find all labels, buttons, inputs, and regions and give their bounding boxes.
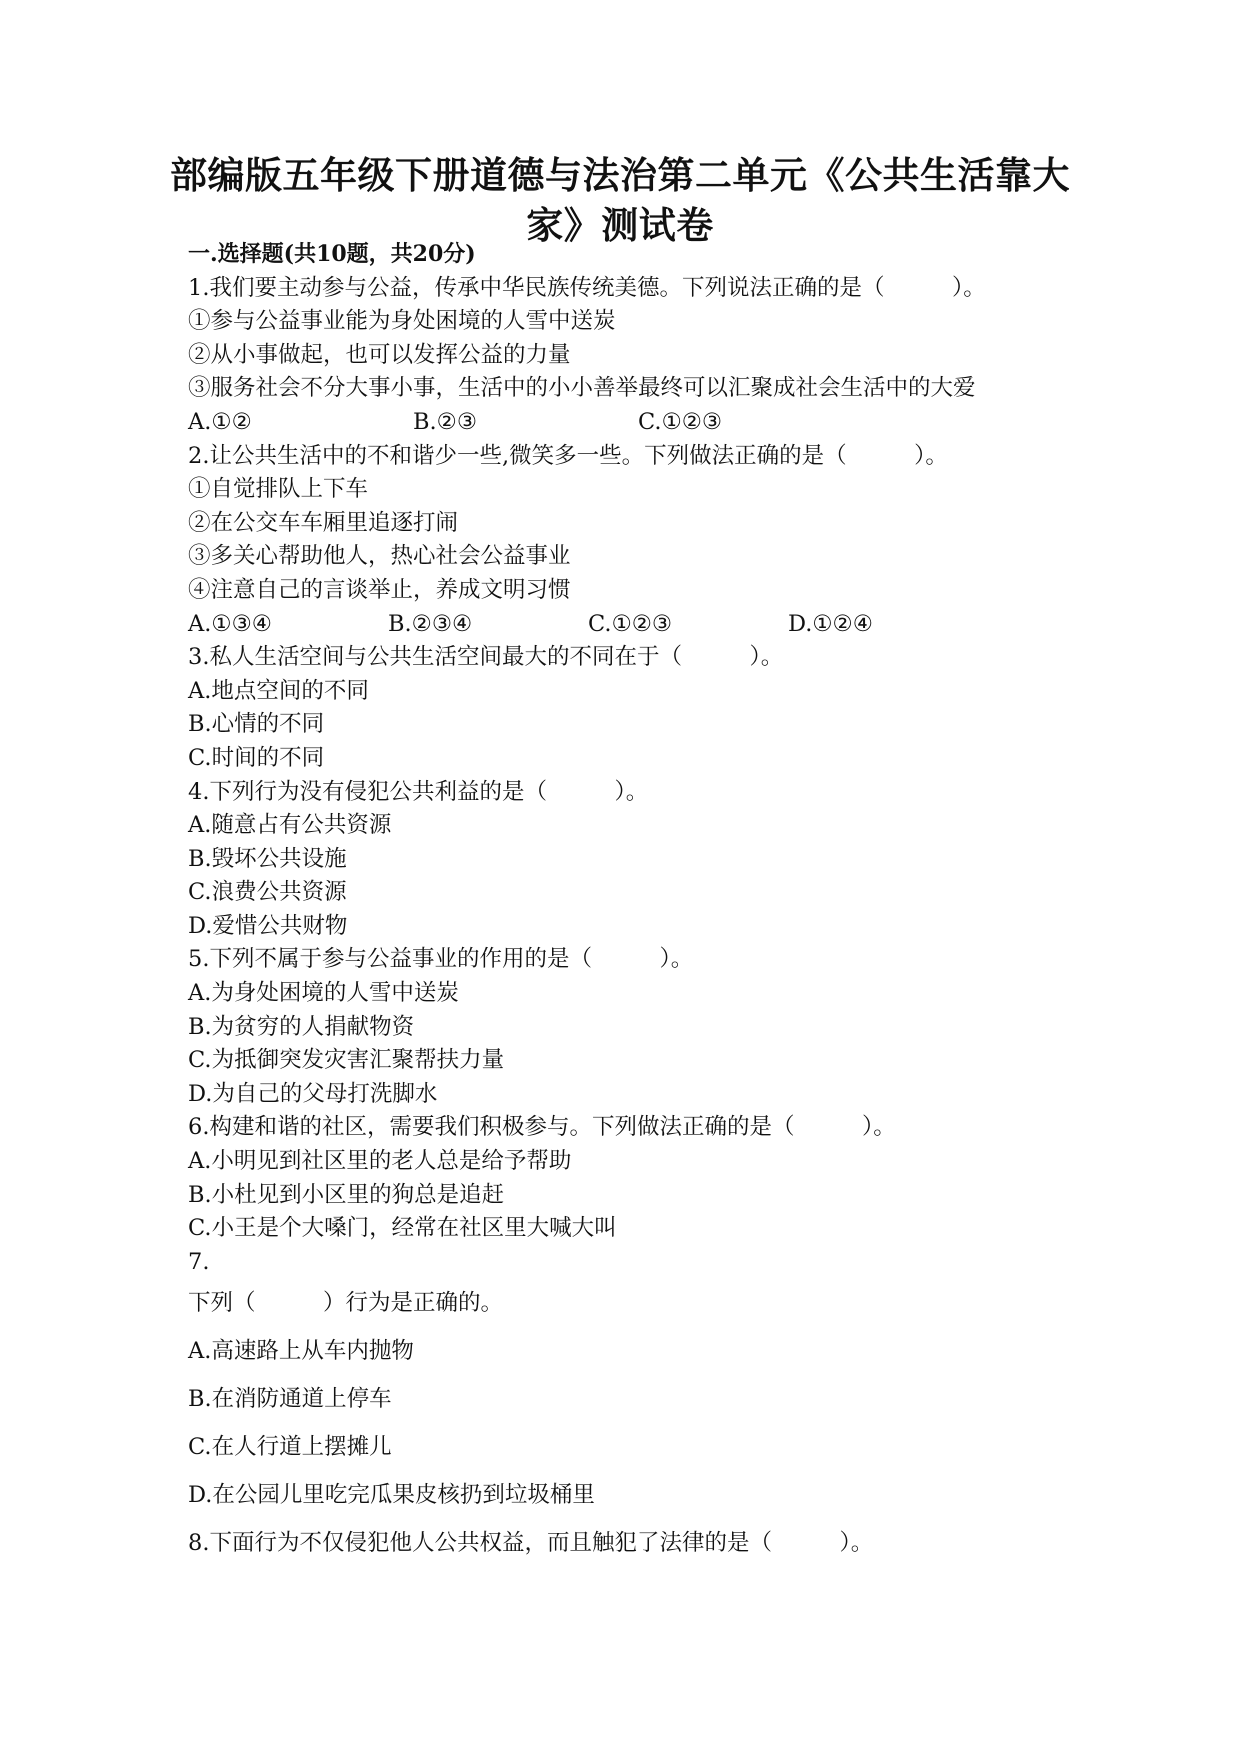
option-b: B.小杜见到小区里的狗总是追赶 [188, 1181, 505, 1208]
question-stem: 下列（ ）行为是正确的。 [188, 1290, 504, 1317]
section-heading: 一.选择题(共10题，共20分) [188, 241, 476, 267]
question-stem: 3.私人生活空间与公共生活空间最大的不同在于（ ）。 [188, 644, 784, 671]
option-c: C.①②③ [638, 408, 723, 435]
option-d: D.在公园儿里吃完瓜果皮核扔到垃圾桶里 [188, 1482, 595, 1509]
option-b: B.②③④ [388, 610, 473, 637]
statement: ①参与公益事业能为身处困境的人雪中送炭 [188, 308, 616, 335]
option-b: B.心情的不同 [188, 711, 325, 738]
question-stem: 2.让公共生活中的不和谐少一些,微笑多一些。下列做法正确的是（ ）。 [188, 442, 948, 469]
option-c: C.浪费公共资源 [188, 879, 347, 906]
page-title: 部编版五年级下册道德与法治第二单元《公共生活靠大家》测试卷 [170, 153, 1070, 247]
question-stem: 6.构建和谐的社区，需要我们积极参与。下列做法正确的是（ ）。 [188, 1114, 896, 1141]
option-a: A.为身处困境的人雪中送炭 [188, 980, 459, 1007]
question-6 [188, 1111, 1068, 1245]
answer-options [188, 608, 1068, 642]
statement: ②在公交车车厢里追逐打闹 [188, 509, 459, 536]
statement: ③多关心帮助他人，热心社会公益事业 [188, 543, 571, 570]
option-d: D.为自己的父母打洗脚水 [188, 1080, 438, 1107]
question-3 [188, 641, 1068, 775]
question-1 [188, 272, 1068, 440]
question-stem: 5.下列不属于参与公益事业的作用的是（ ）。 [188, 946, 694, 973]
option-b: B.在消防通道上停车 [188, 1386, 392, 1413]
question-stem: 4.下列行为没有侵犯公共利益的是（ ）。 [188, 778, 649, 805]
statement: ④注意自己的言谈举止，养成文明习惯 [188, 576, 571, 603]
statement: ②从小事做起，也可以发挥公益的力量 [188, 341, 571, 368]
option-a: A.随意占有公共资源 [188, 812, 392, 839]
question-5 [188, 943, 1068, 1111]
question-4 [188, 776, 1068, 944]
question-8 [188, 1519, 1068, 1567]
statement: ③服务社会不分大事小事，生活中的小小善举最终可以汇聚成社会生活中的大爱 [188, 375, 976, 402]
statement: ①自觉排队上下车 [188, 476, 369, 503]
option-a: A.①③④ [188, 610, 272, 637]
option-b: B.②③ [413, 408, 478, 435]
option-b: B.为贫穷的人捐献物资 [188, 1013, 415, 1040]
question-2 [188, 440, 1068, 642]
question-number: 7. [188, 1248, 210, 1275]
question-stem: 8.下面行为不仅侵犯他人公共权益，而且触犯了法律的是（ ）。 [188, 1530, 874, 1557]
option-b: B.毁坏公共设施 [188, 845, 347, 872]
option-a: A.地点空间的不同 [188, 677, 369, 704]
option-a: A.高速路上从车内抛物 [188, 1338, 414, 1365]
option-a: A.①② [188, 408, 252, 435]
option-c: C.①②③ [588, 610, 673, 637]
option-c: C.在人行道上摆摊儿 [188, 1434, 392, 1461]
option-a: A.小明见到社区里的老人总是给予帮助 [188, 1148, 572, 1175]
option-c: C.小王是个大嗓门，经常在社区里大喊大叫 [188, 1215, 617, 1242]
option-d: D.①②④ [788, 610, 873, 637]
option-d: D.爱惜公共财物 [188, 912, 348, 939]
option-c: C.为抵御突发灾害汇聚帮扶力量 [188, 1047, 505, 1074]
exam-content [188, 238, 1068, 1567]
question-7 [188, 1246, 1068, 1520]
answer-options [188, 406, 1068, 440]
question-stem: 1.我们要主动参与公益，传承中华民族传统美德。下列说法正确的是（ ）。 [188, 274, 986, 301]
option-c: C.时间的不同 [188, 744, 325, 771]
